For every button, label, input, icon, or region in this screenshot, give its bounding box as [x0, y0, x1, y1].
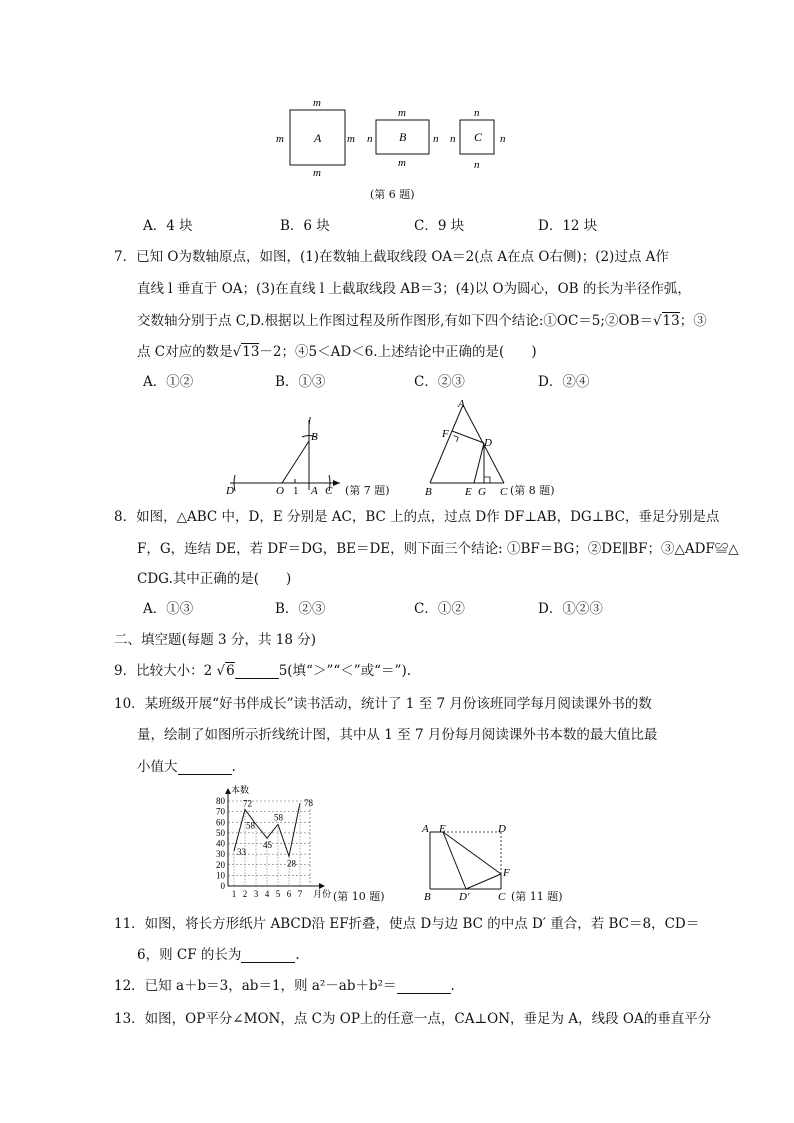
q12-answer-blank[interactable]: [397, 981, 451, 994]
right-angle-F: [454, 436, 459, 442]
q12-end: .: [450, 978, 455, 994]
q11-answer-blank[interactable]: [241, 950, 295, 963]
label-A: A: [422, 823, 429, 835]
q10-line-3-text: 小值大: [137, 759, 178, 775]
q7-line-3-end: ；③: [679, 313, 707, 329]
label-B: B: [424, 891, 431, 903]
label-A: A: [311, 485, 318, 497]
y-tick-label-0: 0: [220, 881, 225, 891]
y-tick-label-80: 80: [216, 796, 225, 806]
segment-FD-prime: [466, 874, 501, 889]
q6-option-a: A．4 块: [143, 218, 193, 234]
data-label-6: 28: [287, 858, 296, 869]
q9-line: [114, 665, 411, 679]
q8-line-2: F，G，连结 DE，若 DF＝DG，BE＝DE，则下面三个结论: ①BF＝BG；②DE∥BF；③△ADF≌△: [137, 541, 739, 557]
q8-line-1: 8．如图，△ABC 中，D，E 分别是 AC，BC 上的点，过点 D作 DF⊥AB，DG⊥BC，垂足分别是点: [114, 509, 720, 525]
q9-suffix: 5(填“＞”“＜”或“＝”).: [278, 663, 412, 679]
segment-OB: [282, 441, 309, 483]
q8-option-a: A．①③: [143, 601, 194, 617]
x-axis-label: 月份: [313, 889, 332, 898]
label-E: E: [439, 823, 446, 835]
q7-option-a: A．①②: [143, 374, 194, 390]
y-axis-label: 本数: [231, 785, 250, 795]
side-AB: [430, 405, 463, 483]
q10-line-1: 10．某班级开展“好书伴成长”读书活动，统计了 1 至 7 月份该班同学每月阅读课外书的数: [114, 696, 652, 712]
q13-line-1: 13．如图，OP平分∠MON，点 C为 OP上的任意一点，CA⊥ON，垂足为 A，线段 OA的垂直平分: [114, 1011, 712, 1027]
y-tick-label-70: 70: [216, 806, 225, 817]
square-A-letter: A: [314, 131, 322, 145]
label-D-prime: D′: [459, 891, 470, 903]
segment-DE: [474, 443, 484, 483]
sqrt-6-radicand: 6: [226, 663, 235, 679]
data-label-1: 33: [237, 846, 246, 857]
sqrt-13: √13: [652, 313, 680, 329]
q7-option-d: D．②④: [538, 374, 590, 390]
q10-answer-blank[interactable]: [178, 762, 232, 775]
label-G: G: [478, 486, 486, 498]
figure-10-caption: (第 10 题): [333, 890, 385, 903]
label-F: F: [442, 428, 449, 440]
square-A-left: m: [276, 133, 284, 145]
square-C-letter: C: [474, 130, 483, 144]
q7-option-c: C．②③: [414, 374, 465, 390]
square-C-right: n: [500, 133, 506, 145]
q8-line-3: CDG.其中正确的是( ): [137, 571, 292, 587]
q10-line-3: [137, 761, 236, 775]
q11-line-2: [137, 949, 300, 963]
data-label-7: 78: [304, 798, 313, 809]
x-tick-label-1: 1: [231, 889, 237, 898]
sqrt-6: √6: [216, 663, 235, 679]
q7-line-3-text: 交数轴分别于点 C,D.根据以上作图过程及所作图形,有如下四个结论:①OC＝5;②OB＝: [137, 313, 653, 329]
label-D: D: [498, 823, 506, 835]
label-B: B: [425, 486, 432, 498]
q8-option-b: B．②③: [275, 601, 326, 617]
q10-line-3-end: .: [231, 759, 236, 775]
square-B-letter: B: [399, 130, 407, 144]
label-1: 1: [293, 485, 299, 497]
figure-7-caption: (第 7 题): [345, 484, 390, 497]
figure-8: [420, 397, 520, 501]
square-A-bottom: m: [313, 167, 321, 178]
q8-option-d: D．①②③: [538, 601, 603, 617]
y-tick-label-40: 40: [216, 838, 225, 849]
data-label-2: 72: [243, 798, 252, 809]
label-B: B: [311, 431, 318, 443]
figure-6: [270, 96, 530, 178]
q6-option-d: D．12 块: [538, 218, 598, 234]
y-tick-label-20: 20: [216, 859, 225, 870]
x-tick-label-4: 4: [264, 889, 270, 898]
q12-text: 12．已知 a＋b＝3，ab＝1，则 a²－ab＋b²＝: [114, 978, 397, 994]
square-B-bottom: m: [398, 157, 406, 169]
square-C-bottom: n: [474, 159, 480, 171]
sqrt-13-second: √13: [232, 344, 260, 360]
figure-6-caption: (第 6 题): [370, 188, 415, 201]
y-tick-label-50: 50: [216, 827, 225, 838]
figure-8-caption: (第 8 题): [510, 484, 555, 497]
q7-line-2: 直线 l 垂直于 OA；(3)在直线 l 上截取线段 AB＝3；(4)以 O为圆心，OB 的长为半径作弧，: [137, 281, 691, 297]
square-A-right: m: [347, 133, 355, 145]
q9-answer-blank[interactable]: [235, 666, 279, 679]
square-B-left: n: [367, 133, 373, 145]
q11-line-2-end: .: [295, 947, 300, 963]
y-tick-label-10: 10: [216, 870, 225, 881]
q12-line: [114, 980, 455, 994]
q7-line-4: [137, 346, 537, 360]
axis-arrow: [333, 480, 340, 486]
figure-10-line-chart: [200, 783, 332, 898]
label-F: F: [503, 867, 510, 879]
data-label-3: 58: [246, 820, 255, 831]
q7-line-4-text: 点 C对应的数是: [137, 344, 233, 360]
label-E: E: [465, 486, 472, 498]
label-D: D: [484, 437, 492, 449]
q6-option-b: B．6 块: [280, 218, 330, 234]
q7-line-1: 7．已知 O为数轴原点，如图，(1)在数轴上截取线段 OA＝2(点 A在点 O右侧)；(2)过点 A作: [114, 249, 669, 265]
label-C: C: [498, 891, 506, 903]
square-C-left: n: [450, 133, 456, 145]
q6-option-c: C．9 块: [414, 218, 465, 234]
label-C: C: [325, 485, 333, 497]
y-tick-label-30: 30: [216, 849, 225, 860]
x-tick-label-3: 3: [253, 889, 259, 898]
label-A: A: [458, 398, 465, 410]
label-C: C: [500, 486, 508, 498]
square-C-top: n: [474, 107, 480, 119]
x-tick-label-6: 6: [286, 889, 292, 898]
section-2-heading: 二、填空题(每题 3 分，共 18 分): [114, 632, 316, 648]
square-B-right: n: [433, 133, 439, 145]
x-tick-label-5: 5: [275, 889, 281, 898]
label-O: O: [276, 485, 284, 497]
figure-11: [418, 818, 518, 903]
x-tick-label-7: 7: [297, 889, 303, 898]
q7-option-b: B．①③: [275, 374, 326, 390]
square-A-top: m: [313, 97, 321, 109]
data-label-5: 58: [274, 812, 283, 823]
q9-prefix: 9．比较大小：2: [114, 663, 217, 679]
q8-option-c: C．①②: [414, 601, 465, 617]
y-tick-label-60: 60: [216, 817, 225, 828]
sqrt-13-radicand: 13: [662, 313, 680, 329]
right-angle-G: [484, 477, 490, 483]
q10-line-2: 量，绘制了如图所示折线统计图，其中从 1 至 7 月份每月阅读课外书本数的最大值比最: [137, 727, 658, 743]
label-D: D: [226, 485, 234, 497]
figure-11-caption: (第 11 题): [511, 890, 563, 903]
label-l: l: [308, 415, 312, 427]
q7-line-4-end: －2；④5＜AD＜6.上述结论中正确的是( ): [259, 344, 537, 360]
square-B-top: m: [398, 107, 406, 119]
q11-line-2-text: 6，则 CF 的长为: [137, 947, 242, 963]
data-label-4: 45: [263, 840, 272, 851]
x-tick-label-2: 2: [242, 889, 248, 898]
q11-line-1: 11．如图，将长方形纸片 ABCD沿 EF折叠，使点 D与边 BC 的中点 D′ 重合，若 BC＝8，CD＝: [114, 916, 700, 932]
q7-line-3: [137, 315, 707, 329]
sqrt-13-second-radicand: 13: [242, 344, 260, 360]
